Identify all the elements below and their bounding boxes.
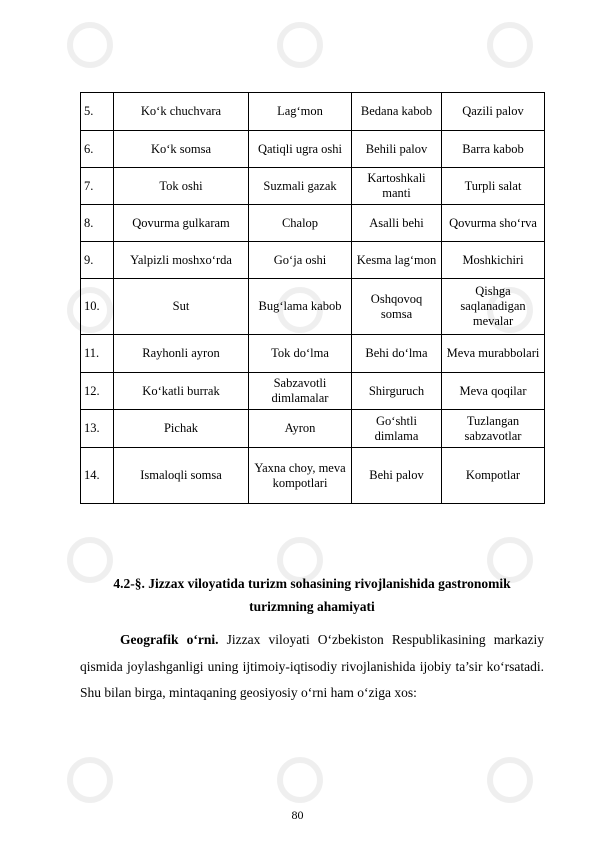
dish-cell: Yalpizli moshxo‘rda [114,242,249,279]
dish-cell: Kompotlar [442,448,545,504]
table-row [81,131,545,168]
dish-cell: Suzmali gazak [249,168,352,205]
table-row [81,205,545,242]
dish-cell: Tok do‘lma [249,335,352,373]
row-number-cell: 5. [81,93,114,131]
dish-cell: Chalop [249,205,352,242]
dish-cell: Oshqovoq somsa [352,279,442,335]
row-number-cell: 12. [81,373,114,410]
dish-cell: Meva qoqilar [442,373,545,410]
section-heading-line2: turizmning ahamiyati [249,599,375,614]
dish-cell: Behi do‘lma [352,335,442,373]
dish-cell: Tuzlangan sabzavotlar [442,410,545,448]
dish-cell: Behili palov [352,131,442,168]
table-row [81,448,545,504]
dish-cell: Yaxna choy, meva kompotlari [249,448,352,504]
table-row [81,335,545,373]
row-number-cell: 10. [81,279,114,335]
row-number-cell: 6. [81,131,114,168]
dish-cell: Qazili palov [442,93,545,131]
table-row [81,168,545,205]
dish-cell: Ayron [249,410,352,448]
dish-cell: Rayhonli ayron [114,335,249,373]
dish-cell: Kartoshkali manti [352,168,442,205]
dishes-table [80,92,545,504]
dish-cell: Pichak [114,410,249,448]
dish-cell: Barra kabob [442,131,545,168]
dish-cell: Ko‘katli burrak [114,373,249,410]
dish-cell: Tok oshi [114,168,249,205]
dish-cell: Ko‘k chuchvara [114,93,249,131]
table-row [81,279,545,335]
dish-cell: Turpli salat [442,168,545,205]
dish-cell: Meva murabbolari [442,335,545,373]
dish-cell: Asalli behi [352,205,442,242]
paragraph [80,627,544,707]
row-number-cell: 7. [81,168,114,205]
page-number: 80 [291,808,304,822]
dish-cell: Qatiqli ugra oshi [249,131,352,168]
row-number-cell: 13. [81,410,114,448]
dish-cell: Qovurma sho‘rva [442,205,545,242]
dish-cell: Ismaloqli somsa [114,448,249,504]
dish-cell: Sut [114,279,249,335]
row-number-cell: 8. [81,205,114,242]
dish-cell: Qovurma gulkaram [114,205,249,242]
dish-cell: Moshkichiri [442,242,545,279]
dish-cell: Go‘ja oshi [249,242,352,279]
table-row [81,242,545,279]
dish-cell: Go‘shtli dimlama [352,410,442,448]
dish-cell: Sabzavotli dimlamalar [249,373,352,410]
section-heading-line1: 4.2-§. Jizzax viloyatida turizm sohasining rivojlanishida gastronomik [113,576,511,591]
table-row [81,410,545,448]
table-row [81,373,545,410]
table-row [81,93,545,131]
dish-cell: Shirguruch [352,373,442,410]
row-number-cell: 11. [81,335,114,373]
dish-cell: Ko‘k somsa [114,131,249,168]
dish-cell: Behi palov [352,448,442,504]
dish-cell: Lag‘mon [249,93,352,131]
dish-cell: Bug‘lama kabob [249,279,352,335]
dish-cell: Qishga saqlanadigan mevalar [442,279,545,335]
dish-cell: Bedana kabob [352,93,442,131]
dish-cell: Kesma lag‘mon [352,242,442,279]
row-number-cell: 14. [81,448,114,504]
paragraph-text: Jizzax viloyati O‘zbekiston Respublikasining markaziy qismida joylashganligi uning ijtimoiy-iqtisodiy rivojlanishida ijobiy ta’sir ko‘rsatadi. Shu bilan birga, mintaqaning geosiyosiy o‘rni ham o‘ziga xos: [80,632,544,700]
row-number-cell: 9. [81,242,114,279]
paragraph-lead: Geografik o‘rni. [120,632,219,647]
